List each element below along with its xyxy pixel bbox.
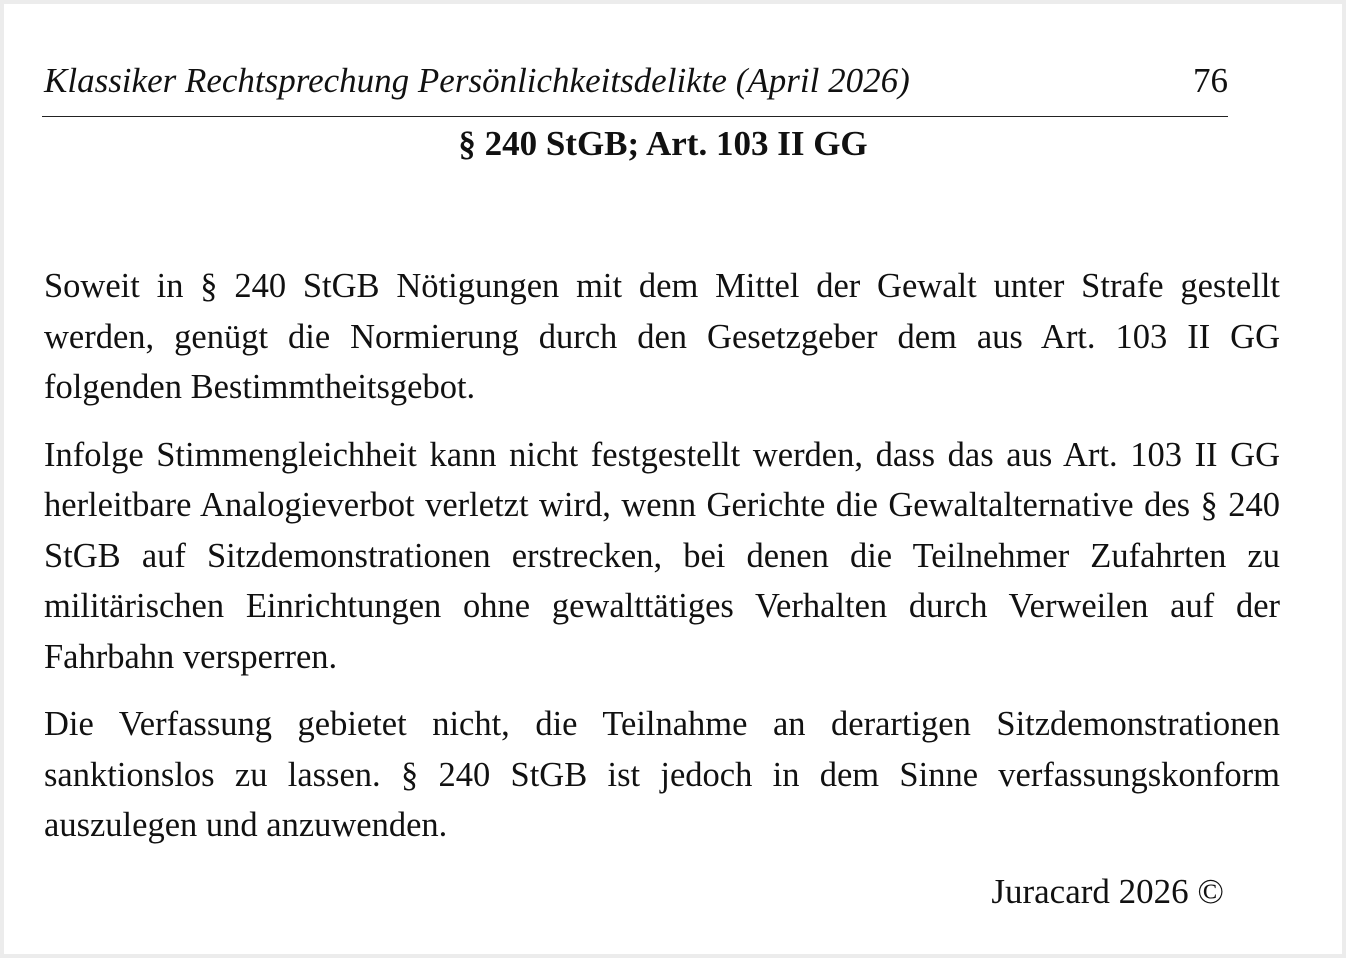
- running-header: [42, 60, 1228, 117]
- copyright-footer: Juracard 2026 ©: [991, 872, 1224, 911]
- card-title: § 240 StGB; Art. 103 II GG: [458, 124, 868, 163]
- paragraph-2: Infolge Stimmengleichheit kann nicht festgestellt werden, dass das aus Art. 103 II GG herleitbare Analogieverbot verletzt wird, wenn Gerichte die Gewaltalternative des § 240 StGB auf Sitzdemonstrationen erstrecken, bei denen die Teilnehmer Zufahrten zu militärischen Einrichtungen ohne gewalttätiges Verhalten durch Verweilen auf der Fahrbahn versperren.: [44, 435, 1280, 676]
- page-number: 76: [1193, 61, 1228, 100]
- card-body: [44, 261, 1280, 868]
- paragraph-3: Die Verfassung gebietet nicht, die Teilnahme an derartigen Sitzdemonstrationen sanktionslos zu lassen. § 240 StGB ist jedoch in dem Sinne verfassungskonform auszulegen und anzuwenden.: [44, 705, 1280, 844]
- document-page: [4, 4, 1342, 954]
- paragraph-1: Soweit in § 240 StGB Nötigungen mit dem Mittel der Gewalt unter Strafe gestellt werden, genügt die Normierung durch den Gesetzgeber dem aus Art. 103 II GG folgenden Bestimmtheitsgebot.: [44, 267, 1280, 406]
- running-title: Klassiker Rechtsprechung Persönlichkeitsdelikte (April 2026): [44, 61, 910, 100]
